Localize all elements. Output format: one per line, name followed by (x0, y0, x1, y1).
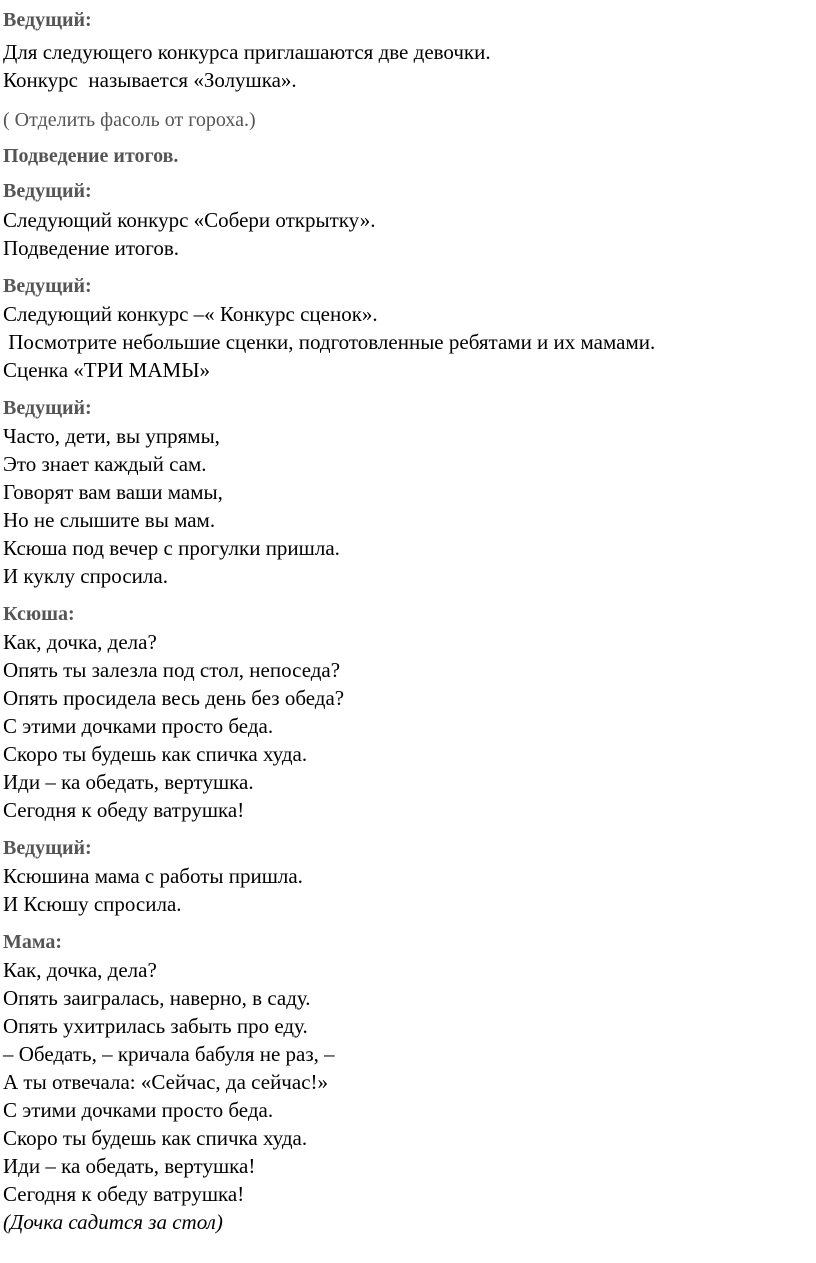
stage-direction: (Дочка садится за стол) (3, 1210, 223, 1234)
text-line: Говорят вам ваши мамы, (3, 480, 223, 504)
speaker-heading: Ксюша: (3, 603, 75, 625)
text-line: Опять заигралась, наверно, в саду. (3, 986, 311, 1010)
speaker-heading: Мама: (3, 931, 63, 953)
text-line: Следующий конкурс –« Конкурс сценок». (3, 302, 378, 326)
text-line: Иди – ка обедать, вертушка. (3, 770, 254, 794)
text-line: Иди – ка обедать, вертушка! (3, 1154, 256, 1178)
text-line: Опять ухитрилась забыть про еду. (3, 1014, 308, 1038)
text-line: Ксюшина мама с работы пришла. (3, 864, 303, 888)
speaker-heading: Ведущий: (3, 9, 92, 31)
text-line: И куклу спросила. (3, 564, 168, 588)
speaker-heading: Ведущий: (3, 397, 92, 419)
speaker-heading: Ведущий: (3, 275, 92, 297)
text-line: Сегодня к обеду ватрушка! (3, 1182, 245, 1206)
text-line: Ксюша под вечер с прогулки пришла. (3, 536, 340, 560)
text-line: И Ксюшу спросила. (3, 892, 182, 916)
text-line: Скоро ты будешь как спичка худа. (3, 742, 308, 766)
text-line: Сегодня к обеду ватрушка! (3, 798, 245, 822)
text-line: А ты отвечала: «Сейчас, да сейчас!» (3, 1070, 329, 1094)
speaker-heading: Ведущий: (3, 837, 92, 859)
speaker-heading: Ведущий: (3, 180, 92, 202)
text-line: Но не слышите вы мам. (3, 508, 216, 532)
text-line: Сценка «ТРИ МАМЫ» (3, 358, 211, 382)
text-line: Подведение итогов. (3, 236, 180, 260)
text-line: Посмотрите небольшие сценки, подготовленные ребятами и их мамами. (3, 330, 656, 354)
text-line: Следующий конкурс «Собери открытку». (3, 208, 376, 232)
text-line: С этими дочками просто беда. (3, 714, 274, 738)
text-line: Часто, дети, вы упрямы, (3, 424, 220, 448)
text-line: Для следующего конкурса приглашаются две девочки. (3, 40, 491, 64)
text-line: Как, дочка, дела? (3, 958, 157, 982)
text-line: Конкурс называется «Золушка». (3, 68, 297, 92)
stage-note: ( Отделить фасоль от гороха.) (3, 109, 256, 131)
text-line: – Обедать, – кричала бабуля не раз, – (3, 1042, 335, 1066)
text-line: Опять просидела весь день без обеда? (3, 686, 345, 710)
section-heading: Подведение итогов. (3, 145, 179, 167)
text-line: Скоро ты будешь как спичка худа. (3, 1126, 308, 1150)
text-line: Как, дочка, дела? (3, 630, 157, 654)
text-line: Это знает каждый сам. (3, 452, 207, 476)
text-line: Опять ты залезла под стол, непоседа? (3, 658, 341, 682)
text-line: С этими дочками просто беда. (3, 1098, 274, 1122)
